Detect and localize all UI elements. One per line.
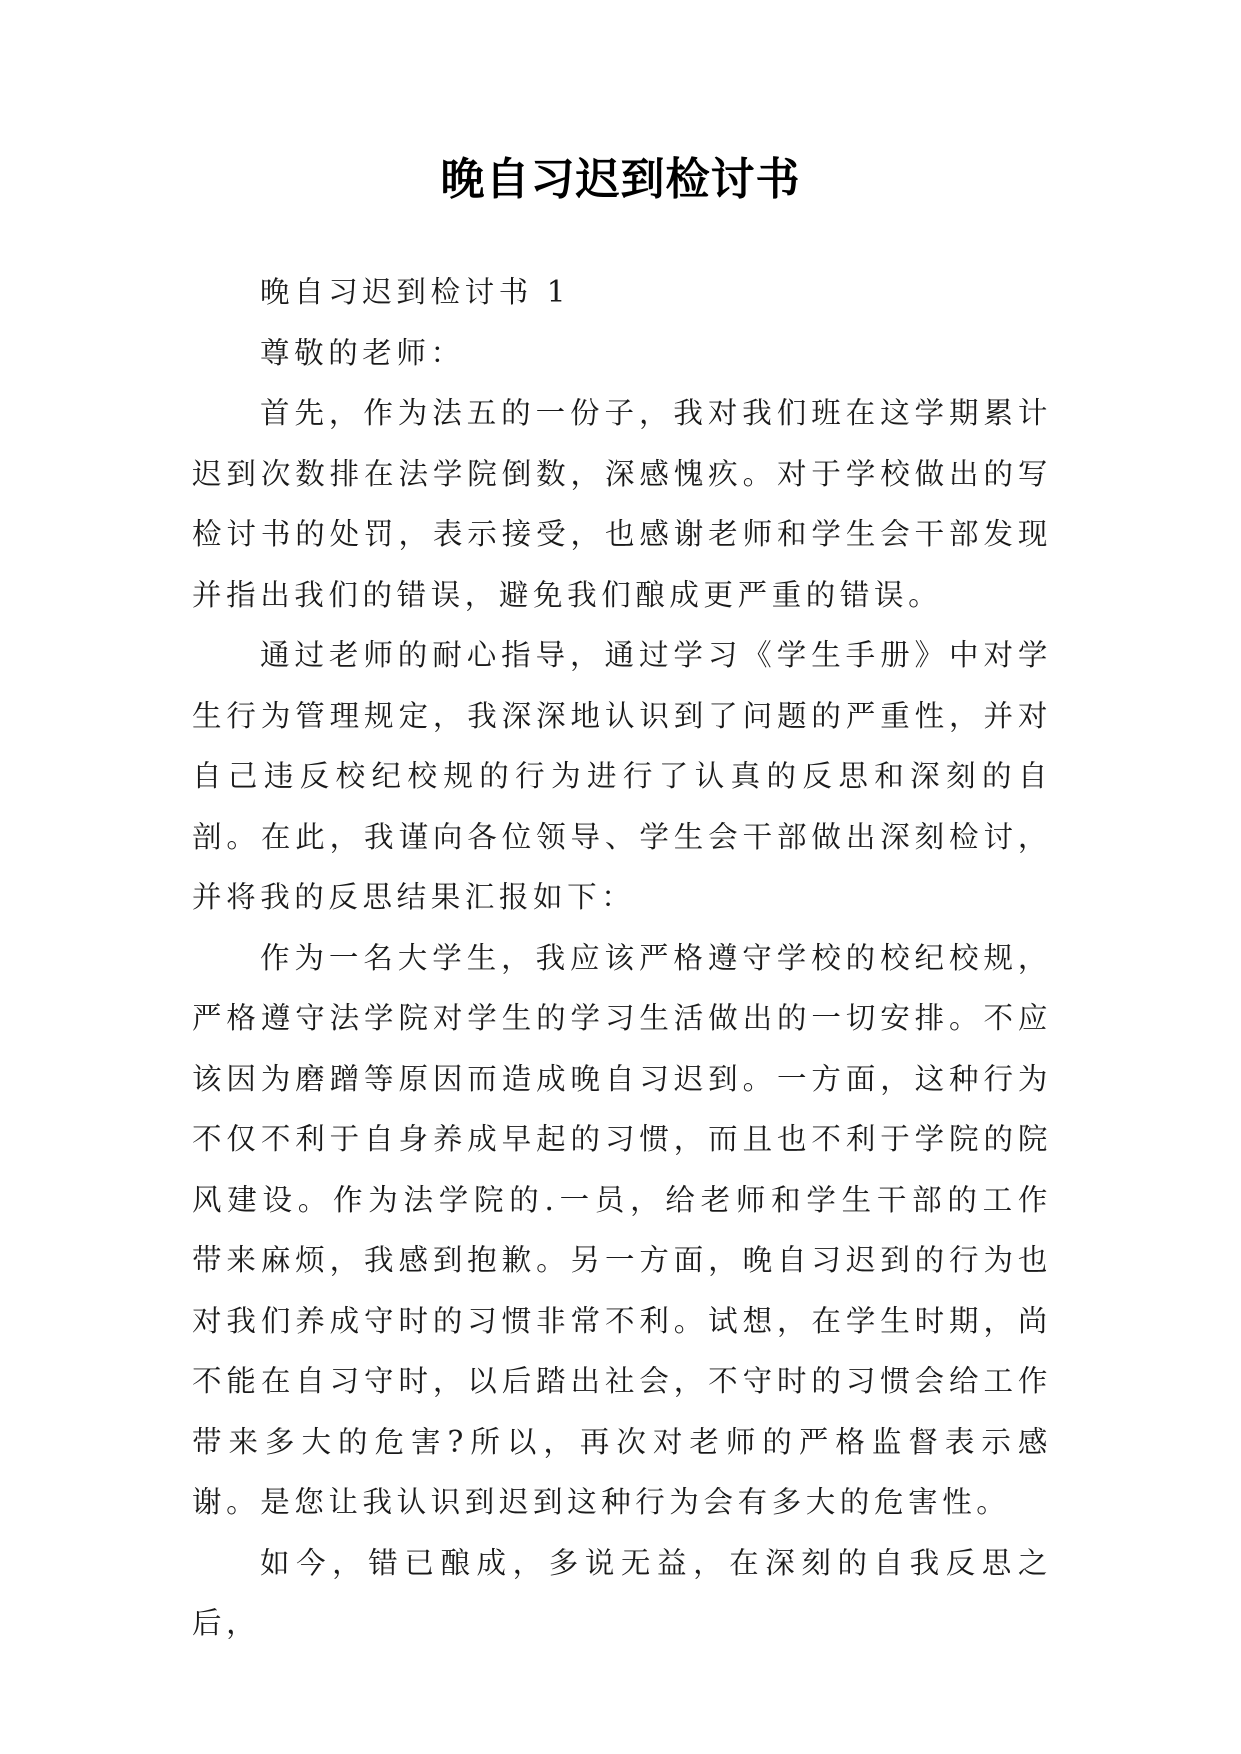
- paragraph-4: 如今，错已酿成，多说无益，在深刻的自我反思之后，: [192, 1545, 1052, 1640]
- paragraph-2: 通过老师的耐心指导，通过学习《学生手册》中对学生行为管理规定，我深深地认识到了问题的严重性，并对自己违反校纪校规的行为进行了认真的反思和深刻的自剖。在此，我谨向各位领导、学生会干部做出深刻检讨，并将我的反思结果汇报如下：: [192, 638, 1052, 914]
- document-body: [192, 262, 1052, 1654]
- paragraph-1: 首先，作为法五的一份子，我对我们班在这学期累计迟到次数排在法学院倒数，深感愧疚。对于学校做出的写检讨书的处罚，表示接受，也感谢老师和学生会干部发现并指出我们的错误，避免我们酿成更严重的错误。: [192, 396, 1052, 612]
- salutation: 尊敬的老师：: [260, 335, 465, 370]
- page-title: 晚自习迟到检讨书: [440, 154, 801, 205]
- paragraph-3: 作为一名大学生，我应该严格遵守学校的校纪校规，严格遵守法学院对学生的学习生活做出的一切安排。不应该因为磨蹭等原因而造成晚自习迟到。一方面，这种行为不仅不利于自身养成早起的习惯，而且也不利于学院的院风建设。作为法学院的.一员，给老师和学生干部的工作带来麻烦，我感到抱歉。另一方面，晚自习迟到的行为也对我们养成守时的习惯非常不利。试想，在学生时期，尚不能在自习守时，以后踏出社会，不守时的习惯会给工作带来多大的危害?所以，再次对老师的严格监督表示感谢。是您让我认识到迟到这种行为会有多大的危害性。: [192, 940, 1052, 1519]
- section-heading: 晚自习迟到检讨书 1: [260, 275, 571, 309]
